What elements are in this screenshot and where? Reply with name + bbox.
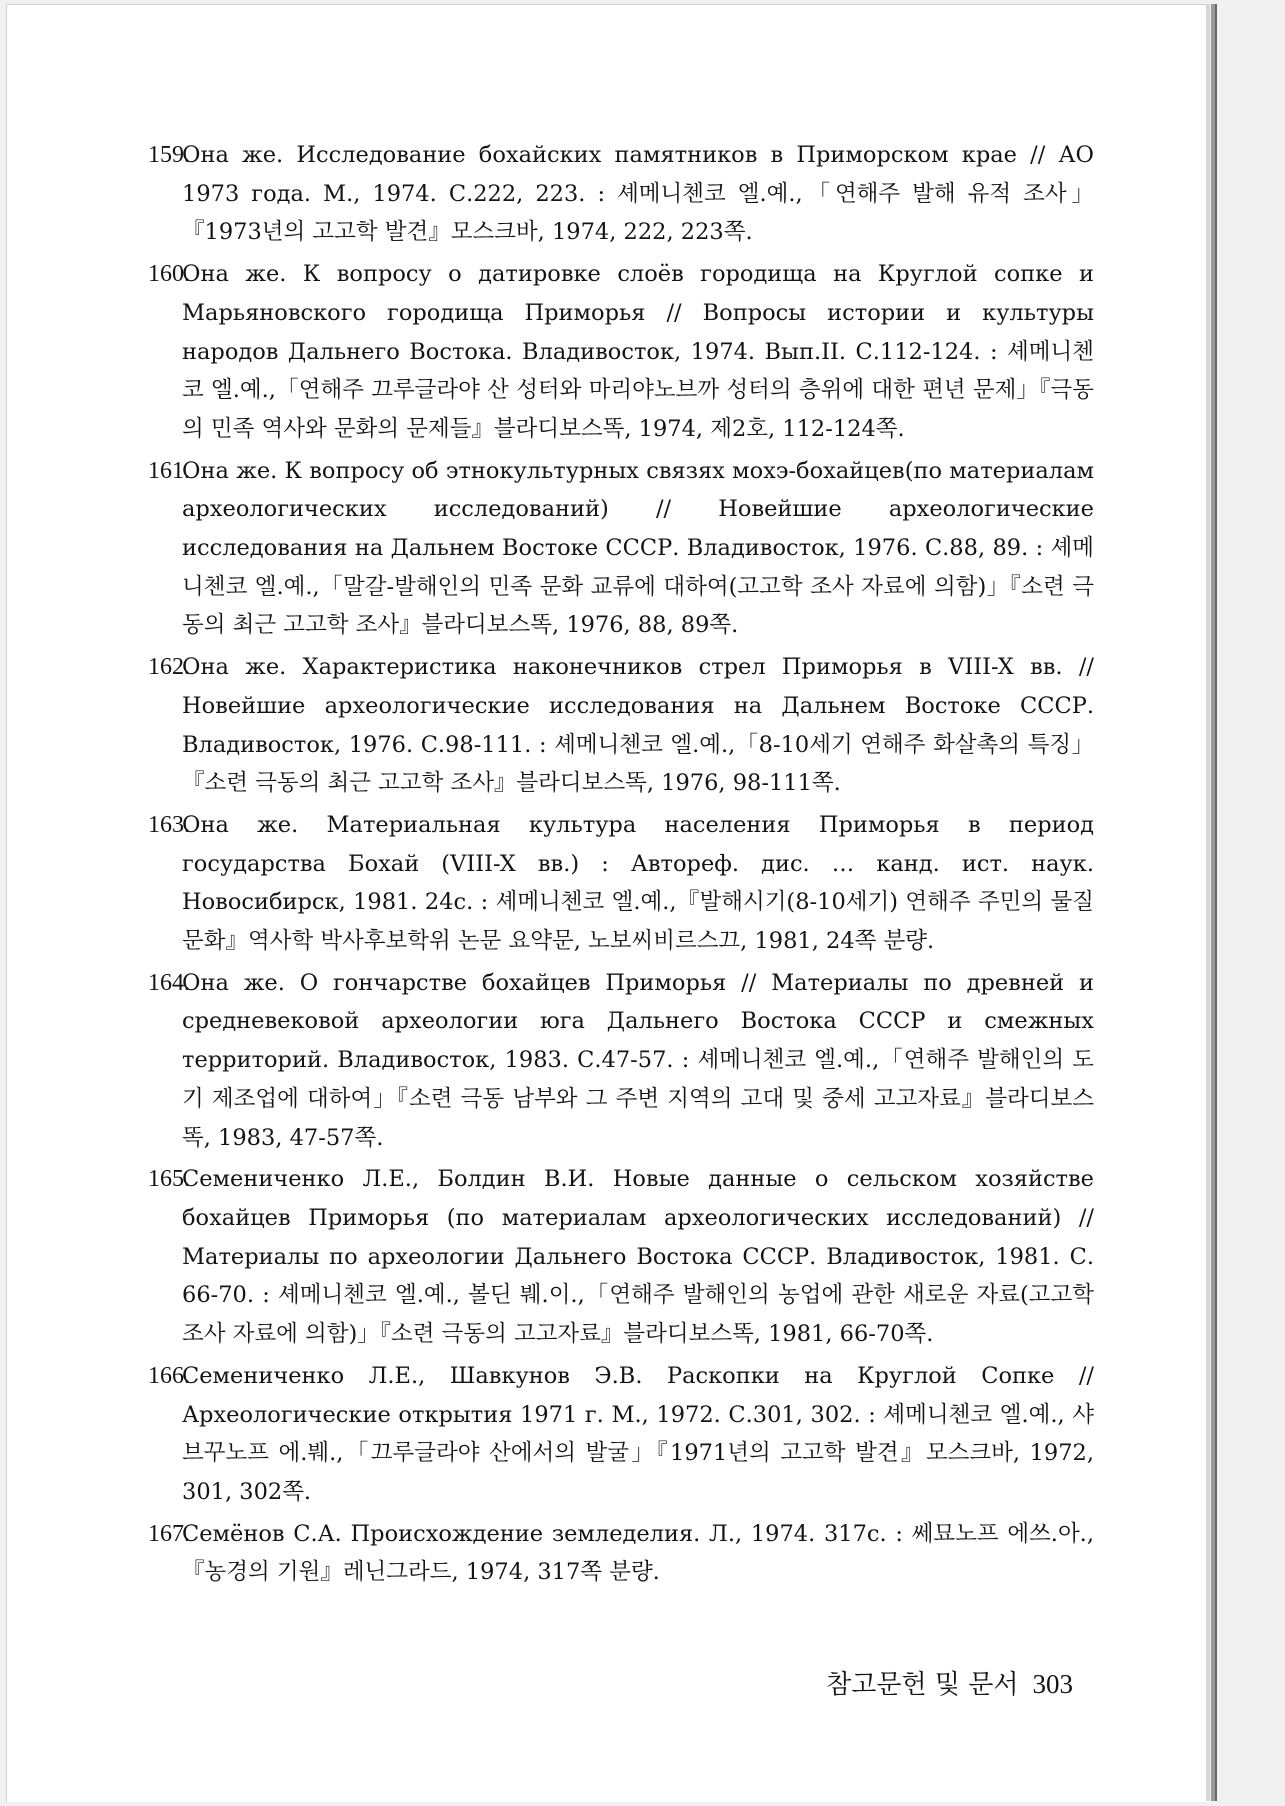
page-edge-shadow [1206, 4, 1210, 1801]
reference-text: Она же. Материальная культура населения Приморья в период государства Бохай (VIII-X вв.) : Автореф. дис. … канд. ист. наук. Новосибирск, 1981. 24с. : 셰메니첸코 엘.예.,『발해시기(8-10세기) 연해주 주민의 물질문화』역사학 박사후보학위 논문 요약문, 노보씨비르스끄, 1981, 24쪽 분량. [182, 811, 1094, 955]
reference-item-159 [148, 136, 1094, 252]
reference-number: 165. [148, 1166, 190, 1193]
reference-text: Она же. Характеристика наконечников стрел Приморья в VIII-X вв. // Новейшие археологические исследования на Дальнем Востоке СССР. Владивосток, 1976. С.98-111. : 셰메니첸코 엘.예.,「8-10세기 연해주 화살촉의 특징」『소련 극동의 최근 고고학 조사』블라디보스똑, 1976, 98-111쪽. [182, 654, 1094, 797]
reference-text: Семениченко Л.Е., Шавкунов Э.В. Раскопки на Круглой Сопке // Археологические открытия 1971 г. М., 1972. С.301, 302. : 셰메니첸코 엘.예., 샤브꾸노프 에.붸.,「끄루글라야 산에서의 발굴」『1971년의 고고학 발견』모스크바, 1972, 301, 302쪽. [182, 1362, 1094, 1505]
reference-text: Семёнов С.А. Происхождение земледелия. Л., 1974. 317с. : 쎄묘노프 에쓰.아.,『농경의 기원』레닌그라드, 1974, 317쪽 분량. [182, 1520, 1094, 1586]
page-number: 303 [1032, 1669, 1073, 1699]
reference-item-160 [148, 255, 1094, 449]
reference-item-161 [148, 452, 1094, 646]
reference-number: 160. [148, 261, 190, 288]
reference-list [148, 136, 1094, 1595]
reference-number: 159. [148, 142, 190, 168]
reference-number: 166. [148, 1362, 190, 1389]
reference-text: Она же. О гончарстве бохайцев Приморья // Материалы по древней и средневековой археологии юга Дальнего Востока СССР и смежных территорий. Владивосток, 1983. С.47-57. : 셰메니첸코 엘.예.,「연해주 발해인의 도기 제조업에 대하여」『소련 극동 남부와 그 주변 지역의 고대 및 중세 고고자료』블라디보스똑, 1983, 47-57쪽. [182, 969, 1094, 1151]
reference-item-164 [148, 964, 1094, 1158]
reference-number: 162. [148, 654, 190, 681]
reference-number: 161. [148, 457, 190, 484]
reference-text: Она же. К вопросу о датировке слоёв городища на Круглой сопке и Марьяновского городища Приморья // Вопросы истории и культуры народов Дальнего Востока. Владивосток, 1974. Вып.II. С.112-124. : 셰메니첸코 엘.예.,「연해주 끄루글라야 산 성터와 마리야노브까 성터의 층위에 대한 편년 문제」『극동의 민족 역사와 문화의 문제들』블라디보스똑, 1974, 제2호, 112-124쪽. [182, 261, 1094, 442]
reference-item-167 [148, 1515, 1094, 1592]
page-footer [826, 1664, 1073, 1701]
reference-item-163 [148, 806, 1094, 961]
footer-title: 참고문헌 및 문서 [826, 1670, 1019, 1700]
reference-text: Она же. К вопросу об этнокультурных связях мохэ-бохайцев(по материалам археологических исследований) // Новейшие археологические исследования на Дальнем Востоке СССР. Владивосток, 1976. С.88, 89. : 셰메니첸코 엘.예.,「말갈-발해인의 민족 문화 교류에 대하여(고고학 조사 자료에 의함)」『소련 극동의 최근 고고학 조사』블라디보스똑, 1976, 88, 89쪽. [182, 457, 1094, 639]
reference-item-162 [148, 648, 1094, 803]
reference-text: Семениченко Л.Е., Болдин В.И. Новые данные о сельском хозяйстве бохайцев Приморья (по материалам археологических исследований) // Материалы по археологии Дальнего Востока СССР. Владивосток, 1981. С. 66-70. : 셰메니첸코 엘.예., 볼딘 붸.이.,「연해주 발해인의 농업에 관한 새로운 자료(고고학 조사 자료에 의함)」『소련 극동의 고고자료』블라디보스똑, 1981, 66-70쪽. [182, 1166, 1094, 1348]
reference-item-166 [148, 1357, 1094, 1512]
reference-number: 164. [148, 969, 190, 996]
reference-number: 163. [148, 811, 190, 838]
page-edge [1211, 4, 1217, 1801]
reference-number: 167. [148, 1520, 190, 1547]
reference-text: Она же. Исследование бохайских памятников в Приморском крае // АО 1973 года. М., 1974. С.222, 223. : 셰메니첸코 엘.예.,「연해주 발해 유적 조사」『1973년의 고고학 발견』모스크바, 1974, 222, 223쪽. [182, 142, 1094, 246]
reference-item-165 [148, 1160, 1094, 1354]
